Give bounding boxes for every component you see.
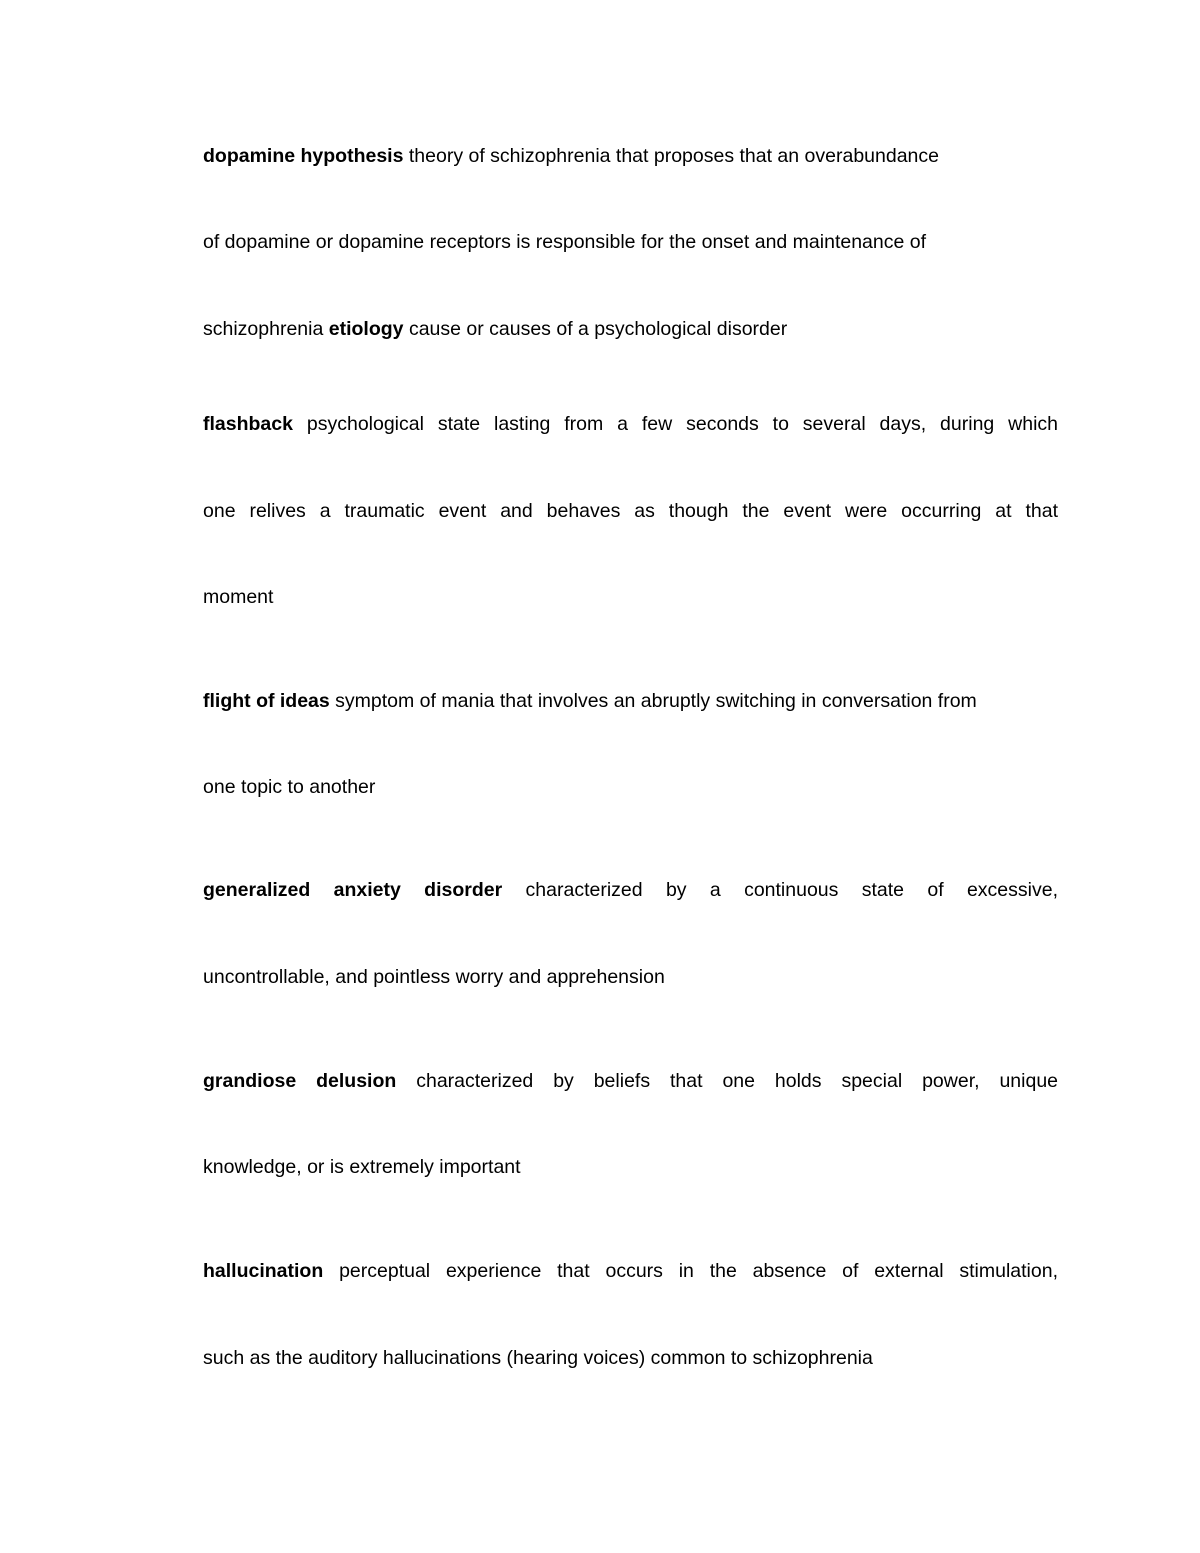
glossary-term: dopamine hypothesis xyxy=(203,145,404,167)
glossary-term: flashback xyxy=(203,413,293,435)
glossary-definition: symptom of mania that involves an abruptly switching in conversation from xyxy=(335,690,977,712)
glossary-definition: schizophrenia xyxy=(203,318,324,340)
glossary-line xyxy=(203,143,1058,169)
glossary-term: etiology xyxy=(328,318,404,340)
glossary-line xyxy=(203,498,1058,524)
glossary-definition: psychological state lasting from a few seconds to several days, during which xyxy=(306,413,1059,435)
glossary-definition: characterized by beliefs that one holds special power, unique xyxy=(416,1070,1059,1092)
glossary-line xyxy=(203,584,1058,610)
glossary-definition: of dopamine or dopamine receptors is responsible for the onset and maintenance of xyxy=(203,231,927,253)
glossary-line xyxy=(203,1068,1058,1094)
glossary-line xyxy=(203,1154,1058,1180)
glossary-definition: one topic to another xyxy=(203,776,376,798)
glossary-line xyxy=(203,1345,1058,1371)
glossary-definition: one relives a traumatic event and behaves as though the event were occurring at that xyxy=(203,500,1058,522)
glossary-definition: theory of schizophrenia that proposes that an overabundance xyxy=(408,145,939,167)
glossary-definition: characterized by a continuous state of excessive, xyxy=(525,879,1058,901)
glossary-line xyxy=(203,316,1058,342)
glossary-definition: uncontrollable, and pointless worry and apprehension xyxy=(203,966,665,988)
glossary-line xyxy=(203,877,1058,903)
glossary-line xyxy=(203,774,1058,800)
glossary-line xyxy=(203,411,1058,437)
glossary-line xyxy=(203,1258,1058,1284)
glossary-definition: cause or causes of a psychological disorder xyxy=(408,318,788,340)
glossary-term: generalized anxiety disorder xyxy=(203,879,503,901)
glossary-definition: perceptual experience that occurs in the absence of external stimulation, xyxy=(339,1260,1058,1282)
glossary-definition: knowledge, or is extremely important xyxy=(203,1156,521,1178)
glossary-term: flight of ideas xyxy=(203,690,330,712)
glossary-line xyxy=(203,964,1058,990)
glossary-term: hallucination xyxy=(203,1260,324,1282)
glossary-definition: such as the auditory hallucinations (hearing voices) common to schizophrenia xyxy=(203,1347,873,1369)
glossary-line xyxy=(203,688,1058,714)
glossary-term: grandiose delusion xyxy=(203,1070,397,1092)
glossary-definition: moment xyxy=(203,586,274,608)
glossary-line xyxy=(203,229,1058,255)
